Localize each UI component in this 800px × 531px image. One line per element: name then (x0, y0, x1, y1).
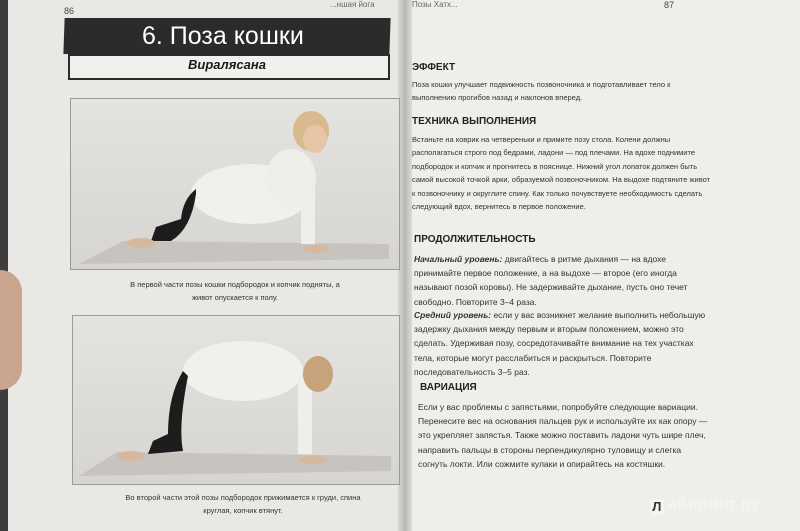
level-initial (414, 252, 706, 309)
effect-text: Поза кошки улучшает подвижность позвоночника и подготавливает тело к выполнению прогибов назад и наклонов вперед. (412, 80, 671, 103)
duration-heading: ПРОДОЛЖИТЕЛЬНОСТЬ (414, 234, 536, 245)
book-gutter (398, 0, 412, 531)
right-running-head: Позы Хатх... (412, 0, 458, 9)
level-initial-label: Начальный уровень: (414, 254, 503, 264)
variation-text: Если у вас проблемы с запястьями, попробуйте следующие вариации. Перенесите вес на основания пальцев рук и используйте их как опору — это укрепляет запястья. Также можно поставить ладони чуть шире плеч, направить пальцы в стороны перпендикулярно туловищу и слегка согнуть локти. Или сожмите кулаки и опирайтесь на костяшки. (418, 402, 708, 469)
level-initial-text: двигайтесь в ритме дыхания — на вдохе принимайте первое положение, а на выдохе — второе (его иногда называют позой коровы). Не задерживайте дыхание, пусть оно течет свободно. Повторите 3–4 раза. (414, 254, 688, 307)
pose-sanskrit-name: Виралясана (188, 57, 266, 72)
watermark (650, 496, 760, 515)
cat-pose-1-illustration (71, 99, 399, 269)
caption-photo-1: В первой части позы кошки подбородок и копчик подняты, а живот опускается к полу. (130, 280, 340, 302)
level-middle-label: Средний уровень: (414, 310, 492, 320)
level-middle-text: если у вас возникнет желание выполнить небольшую задержку дыхания между первым и вторым положением, можно это сделать. Удерживая позу, сосредотачивайте внимание на тех участках тела, которые могут расслабиться и раскрыться. Повторите последовательность 3–5 раз. (414, 310, 706, 377)
left-page-number: 86 (64, 6, 75, 16)
watermark-logo: Л (650, 499, 664, 515)
variation-heading: ВАРИАЦИЯ (420, 382, 477, 393)
effect-heading: ЭФФЕКТ (412, 62, 456, 73)
technique-heading: ТЕХНИКА ВЫПОЛНЕНИЯ (412, 116, 537, 127)
watermark-text: абиринт.ру (668, 496, 761, 513)
pose-title: 6. Поза кошки (142, 22, 304, 50)
left-running-head: ...ншая йога (330, 0, 375, 9)
photo-cat-pose-1 (70, 98, 400, 270)
thumb (0, 270, 22, 390)
right-page-number: 87 (664, 0, 675, 10)
technique-text: Встаньте на коврик на четвереньки и примите позу стола. Колени должны располагаться строго под бедрами, ладони — под плечами. На вдохе поднимите подбородок и копчик и прогнитесь в пояснице. Нижний угол лопаток должен быть самой высокой точкой арки, образуемой позвоночником. На выдохе подтяните живот к позвоночнику и округлите спину. Как только почувствуете необходимость сделать следующий вдох, вернитесь в первое положение. (412, 135, 711, 212)
cat-pose-2-illustration (73, 316, 399, 484)
level-middle (414, 308, 706, 379)
caption-photo-2: Во второй части этой позы подбородок прижимается к груди, спина круглая, копчик втянут. (125, 493, 361, 515)
photo-cat-pose-2 (72, 315, 400, 485)
